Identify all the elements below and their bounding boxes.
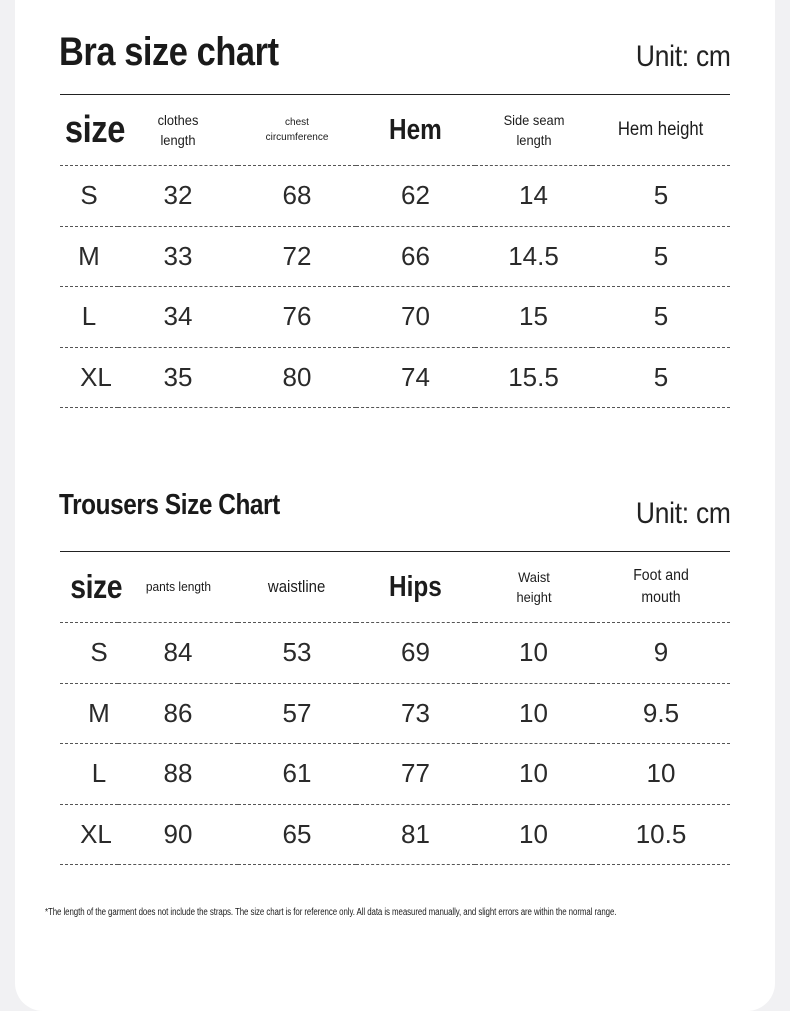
value-cell: 57 [238, 683, 356, 744]
table-row [60, 804, 730, 865]
trousers-header-row [60, 552, 730, 623]
value-cell: 15 [475, 287, 592, 348]
table-row [60, 683, 730, 744]
value-cell: 15.5 [475, 347, 592, 408]
value-cell: 10 [475, 623, 592, 684]
table-row [60, 166, 730, 227]
value-cell: 5 [592, 287, 730, 348]
value-cell: 5 [592, 226, 730, 287]
bra-unit-label: Unit: cm [636, 40, 731, 73]
value-cell: 70 [356, 287, 475, 348]
value-cell: 14 [475, 166, 592, 227]
bra-header-chest-circumference: chest circumference [238, 95, 356, 166]
table-row [60, 226, 730, 287]
value-cell: 73 [356, 683, 475, 744]
bra-header-side-seam-length: Side seam length [475, 95, 592, 166]
size-cell: M [60, 683, 118, 744]
bra-chart-title: Bra size chart [59, 30, 279, 74]
value-cell: 80 [238, 347, 356, 408]
bra-header-hem: Hem [356, 95, 475, 166]
value-cell: 72 [238, 226, 356, 287]
value-cell: 61 [238, 744, 356, 805]
value-cell: 32 [118, 166, 238, 227]
value-cell: 34 [118, 287, 238, 348]
bra-header-clothes-length: clothes length [118, 95, 238, 166]
table-row [60, 623, 730, 684]
trousers-header-pants-length: pants length [118, 552, 238, 623]
trousers-header-size: size [60, 552, 118, 623]
trousers-header-waistline: waistline [238, 552, 356, 623]
trousers-header-hips: Hips [356, 552, 475, 623]
value-cell: 10 [475, 744, 592, 805]
value-cell: 90 [118, 804, 238, 865]
size-cell: S [60, 623, 118, 684]
value-cell: 76 [238, 287, 356, 348]
value-cell: 9 [592, 623, 730, 684]
size-cell: L [60, 744, 118, 805]
value-cell: 74 [356, 347, 475, 408]
value-cell: 88 [118, 744, 238, 805]
table-row [60, 744, 730, 805]
value-cell: 10.5 [592, 804, 730, 865]
trousers-chart-title: Trousers Size Chart [59, 489, 280, 521]
value-cell: 84 [118, 623, 238, 684]
table-row [60, 287, 730, 348]
footnote: *The length of the garment does not include the straps. The size chart is for reference only. All data is measured manually, and slight errors are within the normal range. [45, 907, 617, 918]
value-cell: 5 [592, 166, 730, 227]
bra-header-size: size [60, 95, 118, 166]
value-cell: 66 [356, 226, 475, 287]
size-cell: L [60, 287, 118, 348]
value-cell: 65 [238, 804, 356, 865]
value-cell: 9.5 [592, 683, 730, 744]
value-cell: 62 [356, 166, 475, 227]
value-cell: 77 [356, 744, 475, 805]
value-cell: 69 [356, 623, 475, 684]
trousers-header-foot-and-mouth: Foot and mouth [592, 552, 730, 623]
size-cell: S [60, 166, 118, 227]
value-cell: 33 [118, 226, 238, 287]
trousers-header-waist-height: Waist height [475, 552, 592, 623]
value-cell: 68 [238, 166, 356, 227]
value-cell: 86 [118, 683, 238, 744]
value-cell: 53 [238, 623, 356, 684]
trousers-unit-label: Unit: cm [636, 497, 731, 530]
table-row [60, 347, 730, 408]
bra-header-hem-height: Hem height [592, 95, 730, 166]
trousers-size-table [60, 552, 730, 865]
value-cell: 35 [118, 347, 238, 408]
bra-header-row [60, 95, 730, 166]
size-cell: XL [60, 347, 118, 408]
bra-size-table [60, 95, 730, 408]
value-cell: 5 [592, 347, 730, 408]
value-cell: 10 [475, 804, 592, 865]
size-cell: M [60, 226, 118, 287]
value-cell: 10 [592, 744, 730, 805]
value-cell: 14.5 [475, 226, 592, 287]
size-cell: XL [60, 804, 118, 865]
value-cell: 81 [356, 804, 475, 865]
value-cell: 10 [475, 683, 592, 744]
